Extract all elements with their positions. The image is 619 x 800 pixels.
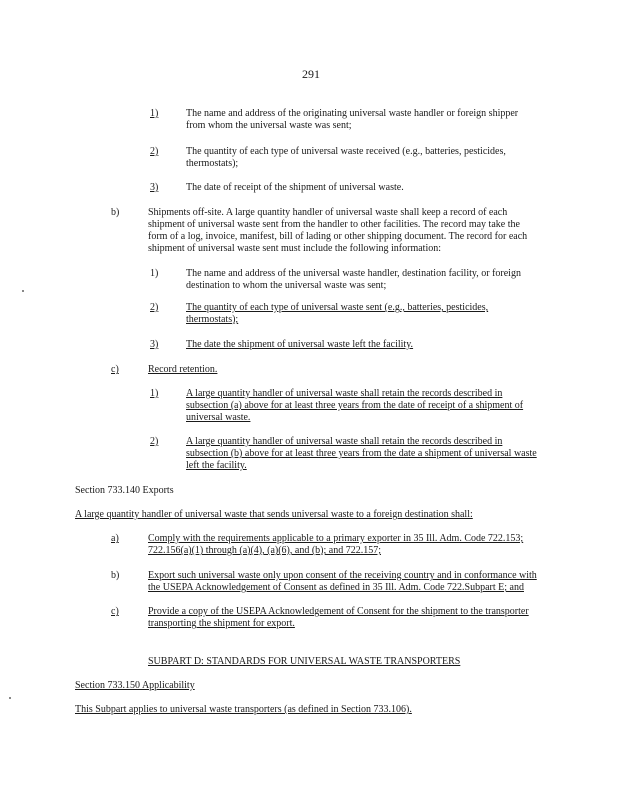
item-text-line: A large quantity handler of universal waste shall retain the records described in xyxy=(186,388,503,399)
item-text-line: The quantity of each type of universal waste sent (e.g., batteries, pesticides, xyxy=(186,302,489,313)
item-text-line: The quantity of each type of universal waste received (e.g., batteries, pesticides, xyxy=(186,146,506,157)
item-text-line: Comply with the requirements applicable to a primary exporter in 35 Ill. Adm. Code 722.153; xyxy=(148,533,524,544)
item-number: 3) xyxy=(150,339,159,350)
item-number: 2) xyxy=(150,302,159,313)
item-number: 1) xyxy=(150,388,159,399)
item-number: b) xyxy=(111,570,120,581)
item-number: 3) xyxy=(150,182,159,193)
item-number: 1) xyxy=(150,268,159,279)
section-heading: Section 733.150 Applicability xyxy=(75,680,195,691)
paragraph-line: shipment of universal waste sent from the handler to other facilities. The record may take the xyxy=(148,219,520,230)
item-text-line: transporting the shipment for export. xyxy=(148,618,295,629)
page-number: 291 xyxy=(302,67,320,81)
item-text-line: the USEPA Acknowledgement of Consent as defined in 35 Ill. Adm. Code 722.Subpart E; and xyxy=(148,582,524,593)
item-text-line: left the facility. xyxy=(186,460,247,471)
item-text-line: The date the shipment of universal waste left the facility. xyxy=(186,339,414,350)
item-number: c) xyxy=(111,606,119,617)
item-text-line: A large quantity handler of universal waste shall retain the records described in xyxy=(186,436,503,447)
item-text-line: universal waste. xyxy=(186,412,251,423)
item-text-line: The name and address of the originating universal waste handler or foreign shipper xyxy=(186,108,519,119)
scan-mark xyxy=(22,290,24,292)
item-text-line: destination to whom the universal waste was sent; xyxy=(186,280,387,291)
item-text-line: subsection (a) above for at least three years from the date of receipt of a shipment of xyxy=(186,400,524,411)
item-text-line: The name and address of the universal waste handler, destination facility, or foreign xyxy=(186,268,521,279)
paragraph-line: This Subpart applies to universal waste transporters (as defined in Section 733.106). xyxy=(75,704,412,715)
item-text-line: thermostats); xyxy=(186,314,239,325)
item-text-line: thermostats); xyxy=(186,158,239,169)
section-label: c) xyxy=(111,364,119,375)
paragraph-line: Shipments off-site. A large quantity handler of universal waste shall keep a record of each xyxy=(148,207,508,218)
item-text-line: subsection (b) above for at least three years from the date a shipment of universal waste xyxy=(186,448,537,459)
paragraph-line: A large quantity handler of universal waste that sends universal waste to a foreign destination shall: xyxy=(75,509,473,520)
section-heading: Section 733.140 Exports xyxy=(75,485,174,496)
subpart-title: SUBPART D: STANDARDS FOR UNIVERSAL WASTE TRANSPORTERS xyxy=(148,656,461,667)
item-number: 2) xyxy=(150,146,159,157)
item-text-line: 722.156(a)(1) through (a)(4), (a)(6), and (b); and 722.157; xyxy=(148,545,381,556)
item-number: 2) xyxy=(150,436,159,447)
item-text-line: Provide a copy of the USEPA Acknowledgement of Consent for the shipment to the transporter xyxy=(148,606,529,617)
item-text-line: from whom the universal waste was sent; xyxy=(186,120,352,131)
item-number: a) xyxy=(111,533,119,544)
item-number: 1) xyxy=(150,108,159,119)
item-text-line: Export such universal waste only upon consent of the receiving country and in conformance with xyxy=(148,570,537,581)
paragraph-line: shipment of universal waste sent must include the following information: xyxy=(148,243,442,254)
section-label: b) xyxy=(111,207,120,218)
item-text-line: The date of receipt of the shipment of universal waste. xyxy=(186,182,404,193)
scan-mark xyxy=(9,697,11,699)
section-heading: Record retention. xyxy=(148,364,218,375)
paragraph-line: form of a log, invoice, manifest, bill of lading or other shipping document. The record for each xyxy=(148,231,528,242)
